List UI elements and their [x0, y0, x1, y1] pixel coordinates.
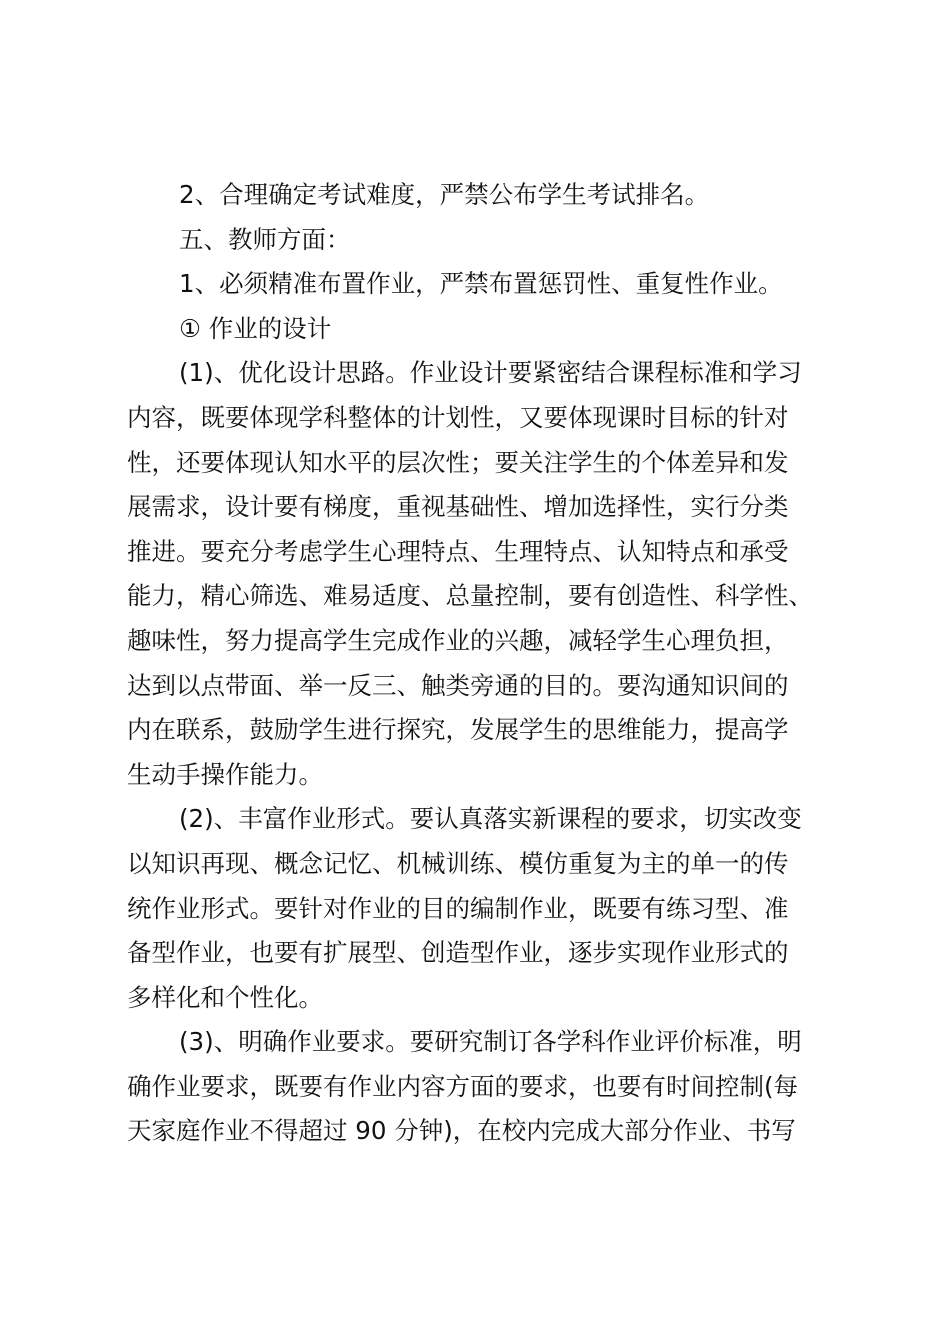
text-line: (3)、明确作业要求。要研究制订各学科作业评价标准，明 [179, 1027, 802, 1057]
text-line: 能力，精心筛选、难易适度、总量控制，要有创造性、科学性、 [127, 581, 813, 611]
section-heading-teachers [127, 218, 840, 263]
text-line: 推进。要充分考虑学生心理特点、生理特点、认知特点和承受 [127, 536, 789, 566]
text-line: 多样化和个性化。 [127, 982, 323, 1012]
subheading-homework-design [127, 307, 840, 352]
text-line: ① 作业的设计 [179, 313, 332, 343]
text-line: 性，还要体现认知水平的层次性；要关注学生的个体差异和发 [127, 447, 789, 477]
text-line: 以知识再现、概念记忆、机械训练、模仿重复为主的单一的传 [127, 848, 789, 878]
text-line: 内容，既要体现学科整体的计划性，又要体现课时目标的针对 [127, 402, 789, 432]
text-line: 1、必须精准布置作业，严禁布置惩罚性、重复性作业。 [179, 269, 783, 299]
text-line: 统作业形式。要针对作业的目的编制作业，既要有练习型、准 [127, 893, 789, 923]
text-line: (2)、丰富作业形式。要认真落实新课程的要求，切实改变 [179, 804, 802, 834]
text-line: (1)、优化设计思路。作业设计要紧密结合课程标准和学习 [179, 358, 802, 388]
text-line: 达到以点带面、举一反三、触类旁通的目的。要沟通知识间的 [127, 670, 789, 700]
text-line: 内在联系，鼓励学生进行探究，发展学生的思维能力，提高学 [127, 715, 789, 745]
paragraph-enrich-forms [127, 797, 840, 1020]
text-line: 备型作业，也要有扩展型、创造型作业，逐步实现作业形式的 [127, 938, 789, 968]
text-line: 确作业要求，既要有作业内容方面的要求，也要有时间控制(每 [127, 1071, 799, 1101]
text-line: 2、合理确定考试难度，严禁公布学生考试排名。 [179, 180, 710, 209]
paragraph-optimize-design [127, 351, 840, 797]
text-line: 五、教师方面： [179, 224, 351, 254]
paragraph-homework-rule [127, 262, 840, 307]
paragraph-clear-requirements [127, 1020, 840, 1154]
paragraph-exam-difficulty [127, 173, 840, 218]
text-line: 天家庭作业不得超过 90 分钟)，在校内完成大部分作业、书写 [127, 1116, 796, 1146]
document-body [127, 173, 840, 1154]
text-line: 趣味性，努力提高学生完成作业的兴趣，减轻学生心理负担， [127, 625, 789, 655]
text-line: 生动手操作能力。 [127, 759, 323, 789]
text-line: 展需求，设计要有梯度，重视基础性、增加选择性，实行分类 [127, 492, 789, 522]
